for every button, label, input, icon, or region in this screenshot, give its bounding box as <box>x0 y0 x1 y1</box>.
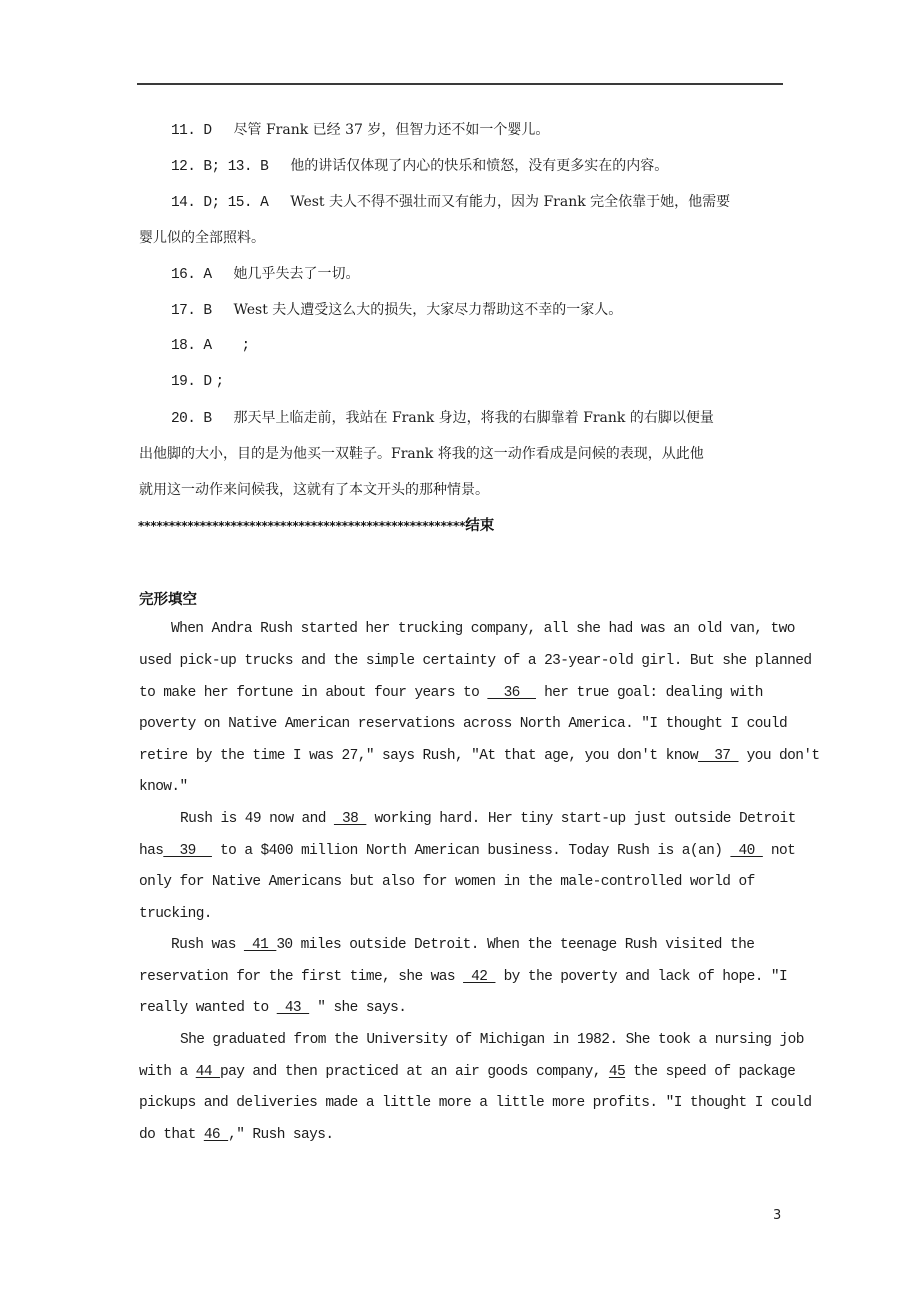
passage-text: ," Rush says. <box>228 1127 334 1143</box>
answer-12-13 <box>171 157 668 176</box>
header-rule <box>137 83 783 85</box>
passage-text: know." <box>139 779 188 795</box>
passage-text: has <box>139 843 164 859</box>
answer-explanation: ; <box>215 374 224 390</box>
passage-text: " she says. <box>309 1000 407 1016</box>
cloze-line <box>139 778 188 796</box>
passage-text: When Andra Rush started her trucking company, all she had was an old van, two <box>171 621 795 637</box>
answer-explanation-continued: 出他脚的大小，目的是为他买一双鞋子。Frank 将我的这一动作看成是问候的表现，从此他 <box>139 446 704 462</box>
blank-39: 39 <box>163 843 212 859</box>
answer-11 <box>171 121 549 140</box>
cloze-line <box>180 810 796 828</box>
cloze-line <box>139 747 820 765</box>
section-title: 完形填空 <box>139 592 197 608</box>
answer-20 <box>171 409 714 428</box>
cloze-line <box>139 1094 811 1112</box>
answer-16 <box>171 265 360 284</box>
passage-text: Rush is 49 now and <box>180 811 334 827</box>
end-label: 结束 <box>465 518 495 534</box>
blank-43: 43 <box>276 1000 310 1016</box>
passage-text: to a $400 million North American business. Today Rush is a(an) <box>211 843 731 859</box>
passage-text: trucking. <box>139 906 212 922</box>
blank-41: 41 <box>243 937 277 953</box>
cloze-line <box>139 652 811 670</box>
cloze-line <box>139 715 787 733</box>
answer-label: 19. D <box>171 374 212 390</box>
cloze-line <box>139 842 795 860</box>
answer-20-continuation <box>139 445 704 464</box>
answer-explanation: 她几乎失去了一切。 <box>233 266 360 282</box>
passage-text: not <box>762 843 796 859</box>
passage-text: used pick-up trucks and the simple certainty of a 23-year-old girl. But she planned <box>139 653 812 669</box>
answer-label: 16. A <box>171 267 212 283</box>
passage-text: do that <box>139 1127 204 1143</box>
passage-text: pickups and deliveries made a little more a little more profits. "I thought I could <box>139 1095 812 1111</box>
cloze-line <box>139 999 406 1017</box>
cloze-line <box>180 1031 804 1049</box>
passage-text: with a <box>139 1064 196 1080</box>
cloze-line <box>139 968 787 986</box>
passage-text: 30 miles outside Detroit. When the teenage Rush visited the <box>276 937 755 953</box>
passage-text: reservation for the first time, she was <box>139 969 464 985</box>
blank-36: 36 <box>487 685 536 701</box>
passage-text: really wanted to <box>139 1000 277 1016</box>
cloze-line <box>139 905 212 923</box>
page-number: 3 <box>773 1208 782 1223</box>
passage-text: Rush was <box>171 937 244 953</box>
blank-37: 37 <box>698 748 739 764</box>
cloze-line <box>139 873 755 891</box>
passage-text: poverty on Native American reservations across North America. "I thought I could <box>139 716 788 732</box>
answer-label: 14. D; 15. A <box>171 195 269 211</box>
answer-explanation-continued: 婴儿似的全部照料。 <box>139 230 265 246</box>
answer-explanation-continued: 就用这一动作来问候我，这就有了本文开头的那种情景。 <box>139 482 489 498</box>
answer-14-15 <box>171 193 730 212</box>
passage-text: pay and then practiced at an air goods company, <box>220 1064 609 1080</box>
answer-20-continuation-2 <box>139 481 489 500</box>
blank-46: 46 <box>203 1127 229 1143</box>
blank-40: 40 <box>730 843 763 859</box>
answer-label: 12. B; 13. B <box>171 159 269 175</box>
cloze-line <box>171 620 795 638</box>
blank-38: 38 <box>333 811 367 827</box>
passage-text: only for Native Americans but also for women in the male-controlled world of <box>139 874 755 890</box>
answer-explanation: West 夫人不得不强壮而又有能力，因为 Frank 完全依靠于她，他需要 <box>290 194 731 210</box>
answer-19 <box>171 373 224 391</box>
passage-text: you don't <box>738 748 820 764</box>
answer-18 <box>171 337 250 355</box>
passage-text: working hard. Her tiny start-up just outside Detroit <box>366 811 796 827</box>
answer-label: 11. D <box>171 123 212 139</box>
answer-label: 20. B <box>171 411 212 427</box>
passage-text: She graduated from the University of Michigan in 1982. She took a nursing job <box>180 1032 804 1048</box>
passage-text: the speed of package <box>625 1064 796 1080</box>
cloze-line <box>139 1126 333 1144</box>
blank-45: 45 <box>608 1064 626 1080</box>
answer-explanation: West 夫人遭受这么大的损失，大家尽力帮助这不幸的一家人。 <box>233 302 623 318</box>
cloze-line <box>171 936 754 954</box>
cloze-line <box>139 1063 795 1081</box>
answer-17 <box>171 301 622 320</box>
passage-text: her true goal: dealing with <box>535 685 763 701</box>
passage-text: by the poverty and lack of hope. "I <box>495 969 788 985</box>
blank-42: 42 <box>463 969 496 985</box>
passage-text: retire by the time I was 27," says Rush, "At that age, you don't know <box>139 748 698 764</box>
answer-explanation: 尽管 Frank 已经 37 岁，但智力还不如一个婴儿。 <box>233 122 550 138</box>
asterisk-divider: ***************************************************** <box>138 519 466 533</box>
answer-label: 17. B <box>171 303 212 319</box>
answer-label: 18. A <box>171 338 212 354</box>
passage-text: to make her fortune in about four years to <box>139 685 488 701</box>
cloze-line <box>139 684 763 702</box>
answer-explanation: 那天早上临走前，我站在 Frank 身边，将我的右脚靠着 Frank 的右脚以便量 <box>233 410 714 426</box>
end-divider <box>138 517 494 535</box>
blank-44: 44 <box>195 1064 221 1080</box>
answer-explanation: 他的讲话仅体现了内心的快乐和愤怒，没有更多实在的内容。 <box>290 158 669 174</box>
answer-explanation: ; <box>241 338 250 354</box>
answer-14-15-continuation <box>139 229 265 248</box>
